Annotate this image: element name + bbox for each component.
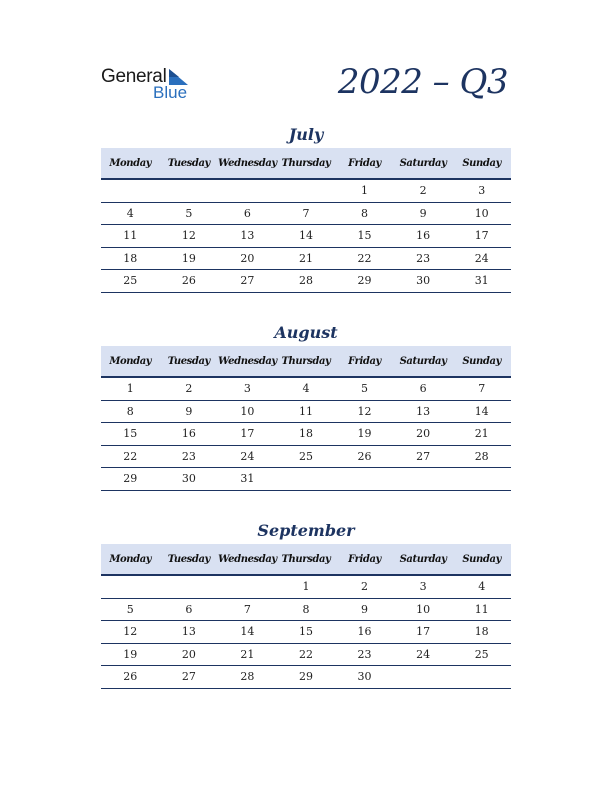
weekday-header: Saturday	[394, 346, 453, 377]
day-cell	[452, 666, 511, 689]
month-grid	[101, 346, 511, 491]
day-cell: 17	[394, 621, 453, 644]
day-cell: 5	[335, 377, 394, 400]
day-cell: 7	[452, 377, 511, 400]
day-cell: 4	[277, 377, 336, 400]
day-cell: 10	[394, 598, 453, 621]
day-cell: 16	[394, 225, 453, 248]
day-cell: 3	[452, 179, 511, 202]
day-cell: 26	[335, 445, 394, 468]
day-cell: 28	[218, 666, 277, 689]
day-cell: 20	[218, 247, 277, 270]
day-cell: 22	[335, 247, 394, 270]
day-cell: 2	[160, 377, 219, 400]
day-cell: 17	[218, 423, 277, 446]
day-cell	[101, 575, 160, 598]
day-cell: 15	[277, 621, 336, 644]
weekday-header: Sunday	[452, 544, 511, 575]
brand-word-blue: Blue	[153, 83, 188, 102]
month-grid	[101, 544, 511, 689]
day-cell: 18	[277, 423, 336, 446]
weekday-header: Monday	[101, 544, 160, 575]
weekday-header: Thursday	[277, 544, 336, 575]
month-name: July	[288, 125, 324, 144]
day-cell: 15	[101, 423, 160, 446]
day-cell	[218, 179, 277, 202]
week-row	[101, 270, 511, 293]
day-cell: 31	[452, 270, 511, 293]
day-cell: 28	[452, 445, 511, 468]
day-cell: 19	[101, 643, 160, 666]
month-2	[101, 518, 511, 689]
day-cell: 12	[335, 400, 394, 423]
day-cell: 8	[335, 202, 394, 225]
weekday-header: Friday	[335, 544, 394, 575]
weekday-header: Sunday	[452, 346, 511, 377]
day-cell: 21	[218, 643, 277, 666]
day-cell: 21	[452, 423, 511, 446]
day-cell	[160, 575, 219, 598]
day-cell: 18	[101, 247, 160, 270]
day-cell: 9	[394, 202, 453, 225]
day-cell: 23	[394, 247, 453, 270]
week-row	[101, 575, 511, 598]
day-cell: 3	[394, 575, 453, 598]
day-cell: 30	[394, 270, 453, 293]
day-cell: 26	[101, 666, 160, 689]
day-cell: 6	[394, 377, 453, 400]
week-row	[101, 202, 511, 225]
day-cell: 27	[160, 666, 219, 689]
day-cell: 20	[160, 643, 219, 666]
day-cell: 16	[160, 423, 219, 446]
month-name: September	[257, 521, 355, 540]
day-cell: 13	[160, 621, 219, 644]
day-cell: 11	[277, 400, 336, 423]
day-cell: 1	[277, 575, 336, 598]
day-cell: 16	[335, 621, 394, 644]
day-cell: 4	[101, 202, 160, 225]
month-1	[101, 320, 511, 491]
day-cell: 12	[101, 621, 160, 644]
weekday-header-row	[101, 544, 511, 575]
day-cell	[335, 468, 394, 491]
day-cell: 6	[218, 202, 277, 225]
week-row	[101, 666, 511, 689]
weekday-header: Wednesday	[218, 346, 277, 377]
day-cell: 15	[335, 225, 394, 248]
day-cell: 13	[394, 400, 453, 423]
day-cell: 27	[394, 445, 453, 468]
weekday-header-row	[101, 148, 511, 179]
day-cell: 19	[160, 247, 219, 270]
day-cell: 29	[335, 270, 394, 293]
weekday-header-row	[101, 346, 511, 377]
day-cell: 14	[218, 621, 277, 644]
day-cell: 20	[394, 423, 453, 446]
day-cell: 11	[101, 225, 160, 248]
day-cell: 8	[101, 400, 160, 423]
day-cell: 14	[277, 225, 336, 248]
day-cell	[452, 468, 511, 491]
month-name: August	[274, 323, 338, 342]
weekday-header: Friday	[335, 148, 394, 179]
day-cell	[277, 179, 336, 202]
day-cell: 29	[101, 468, 160, 491]
day-cell: 5	[101, 598, 160, 621]
day-cell: 13	[218, 225, 277, 248]
month-0	[101, 122, 511, 293]
day-cell: 1	[101, 377, 160, 400]
weekday-header: Monday	[101, 148, 160, 179]
weekday-header: Saturday	[394, 544, 453, 575]
day-cell: 22	[277, 643, 336, 666]
week-row	[101, 445, 511, 468]
day-cell: 3	[218, 377, 277, 400]
day-cell: 19	[335, 423, 394, 446]
day-cell: 4	[452, 575, 511, 598]
day-cell: 9	[160, 400, 219, 423]
day-cell: 28	[277, 270, 336, 293]
day-cell: 6	[160, 598, 219, 621]
day-cell: 25	[101, 270, 160, 293]
week-row	[101, 643, 511, 666]
day-cell: 2	[394, 179, 453, 202]
day-cell: 7	[277, 202, 336, 225]
day-cell: 31	[218, 468, 277, 491]
weekday-header: Thursday	[277, 346, 336, 377]
week-row	[101, 225, 511, 248]
day-cell: 17	[452, 225, 511, 248]
day-cell: 25	[277, 445, 336, 468]
week-row	[101, 377, 511, 400]
day-cell: 14	[452, 400, 511, 423]
weekday-header: Friday	[335, 346, 394, 377]
page-title: 2022 – Q3	[337, 62, 508, 102]
month-grid	[101, 148, 511, 293]
day-cell: 10	[452, 202, 511, 225]
day-cell: 18	[452, 621, 511, 644]
brand-word-general: General	[101, 66, 167, 87]
week-row	[101, 423, 511, 446]
day-cell: 24	[394, 643, 453, 666]
day-cell: 24	[452, 247, 511, 270]
day-cell	[218, 575, 277, 598]
day-cell: 29	[277, 666, 336, 689]
day-cell: 23	[335, 643, 394, 666]
day-cell: 27	[218, 270, 277, 293]
weekday-header: Tuesday	[160, 148, 219, 179]
day-cell: 9	[335, 598, 394, 621]
weekday-header: Monday	[101, 346, 160, 377]
day-cell: 11	[452, 598, 511, 621]
day-cell: 30	[160, 468, 219, 491]
week-row	[101, 179, 511, 202]
day-cell: 12	[160, 225, 219, 248]
day-cell	[101, 179, 160, 202]
week-row	[101, 598, 511, 621]
day-cell: 10	[218, 400, 277, 423]
weekday-header: Thursday	[277, 148, 336, 179]
week-row	[101, 621, 511, 644]
week-row	[101, 247, 511, 270]
day-cell: 7	[218, 598, 277, 621]
day-cell: 2	[335, 575, 394, 598]
day-cell: 23	[160, 445, 219, 468]
week-row	[101, 468, 511, 491]
weekday-header: Tuesday	[160, 346, 219, 377]
day-cell: 21	[277, 247, 336, 270]
weekday-header: Wednesday	[218, 148, 277, 179]
day-cell: 25	[452, 643, 511, 666]
day-cell	[394, 468, 453, 491]
day-cell	[277, 468, 336, 491]
weekday-header: Wednesday	[218, 544, 277, 575]
day-cell: 5	[160, 202, 219, 225]
day-cell: 22	[101, 445, 160, 468]
day-cell	[394, 666, 453, 689]
brand-logo	[101, 66, 201, 106]
day-cell	[160, 179, 219, 202]
day-cell: 1	[335, 179, 394, 202]
weekday-header: Tuesday	[160, 544, 219, 575]
day-cell: 8	[277, 598, 336, 621]
day-cell: 24	[218, 445, 277, 468]
week-row	[101, 400, 511, 423]
day-cell: 26	[160, 270, 219, 293]
weekday-header: Saturday	[394, 148, 453, 179]
weekday-header: Sunday	[452, 148, 511, 179]
day-cell: 30	[335, 666, 394, 689]
